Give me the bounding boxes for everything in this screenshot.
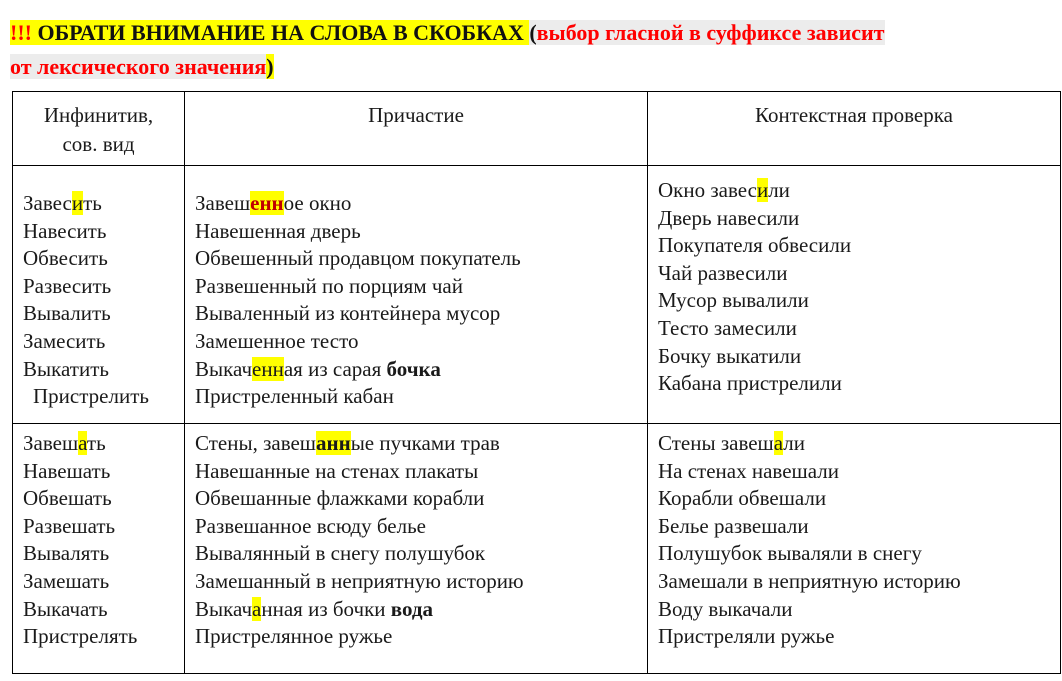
item-text: Пристрелить xyxy=(33,384,149,409)
title-paren-close: ) xyxy=(266,54,274,79)
item-text: Замесить xyxy=(23,328,106,353)
list-item xyxy=(195,328,637,356)
list-item xyxy=(658,287,1050,315)
group1-checks xyxy=(648,166,1061,424)
item-text-rest: ая из сарая xyxy=(283,356,387,381)
list-item xyxy=(658,343,1050,371)
list-item xyxy=(195,218,637,246)
list-item xyxy=(195,190,637,218)
item-text: Развешенный по порциям чай xyxy=(195,273,463,298)
item-text: Пристреленный кабан xyxy=(195,384,394,409)
list-item xyxy=(658,370,1050,398)
group2-infinitives xyxy=(13,424,185,674)
suffix-highlight: а xyxy=(252,596,262,621)
item-text: Навешанные на стенах плакаты xyxy=(195,458,479,483)
list-item xyxy=(195,273,637,301)
item-text: Развешать xyxy=(23,513,116,538)
item-text: Обвесить xyxy=(23,246,108,271)
item-text: Завеш xyxy=(23,431,79,455)
list-item xyxy=(195,430,637,458)
item-text: Окно завес xyxy=(658,178,757,202)
list-item xyxy=(658,540,1050,568)
title-exclamation: !!! xyxy=(10,20,32,45)
group2-checks xyxy=(648,424,1061,674)
item-text: Обвешенный продавцом покупатель xyxy=(195,246,521,271)
item-text: Навешать xyxy=(23,458,111,483)
list-item xyxy=(658,232,1050,260)
header-participle: Причастие xyxy=(185,92,648,166)
item-text: Завес xyxy=(23,191,72,215)
title-highlight xyxy=(10,20,529,45)
item-text-rest: ли xyxy=(768,178,790,202)
list-item xyxy=(658,315,1050,343)
item-text: Выкатить xyxy=(23,356,109,381)
item-text: Выкач xyxy=(195,356,253,381)
item-text: Чай развесили xyxy=(658,260,788,285)
item-text: Обвешать xyxy=(23,486,112,511)
list-item xyxy=(658,177,1050,205)
item-bold-word: бочка xyxy=(386,356,441,381)
item-text: Обвешанные флажками корабли xyxy=(195,486,485,511)
item-text-rest: ть xyxy=(86,431,106,455)
list-item xyxy=(195,513,637,541)
item-text: Вывалянный в снегу полушубок xyxy=(195,541,486,566)
list-item xyxy=(23,328,174,356)
list-item xyxy=(23,300,174,328)
list-item xyxy=(658,596,1050,624)
list-item xyxy=(23,383,174,411)
list-item xyxy=(195,383,637,411)
item-text: Бочку выкатили xyxy=(658,343,802,368)
suffix-highlight: енн xyxy=(250,191,284,215)
list-item xyxy=(23,485,174,513)
suffix-highlight: анн xyxy=(315,431,351,455)
list-item xyxy=(23,245,174,273)
list-item xyxy=(658,513,1050,541)
item-text: Замешенное тесто xyxy=(195,328,359,353)
item-text: Навесить xyxy=(23,218,107,243)
list-item xyxy=(195,356,637,384)
list-item xyxy=(195,568,637,596)
title-note-part2: от лексического значения xyxy=(10,54,267,79)
list-item xyxy=(23,190,174,218)
item-text: Вываленный из контейнера мусор xyxy=(195,301,501,326)
title-paren-open: ( xyxy=(529,20,537,45)
group1-participles xyxy=(185,166,648,424)
item-text-rest: нная из бочки xyxy=(261,596,391,621)
item-text: Мусор вывалили xyxy=(658,288,809,313)
item-text-rest: ли xyxy=(783,431,805,455)
title-main: ОБРАТИ ВНИМАНИЕ НА СЛОВА В СКОБКАХ xyxy=(31,20,530,45)
header-infinitive-line2: сов. вид xyxy=(62,132,135,156)
item-text: Воду выкачали xyxy=(658,596,793,621)
suffix-highlight: енн xyxy=(252,356,284,381)
item-text: Вывалять xyxy=(23,541,110,566)
item-text: Замешать xyxy=(23,568,110,593)
item-text: Пристреляли ружье xyxy=(658,624,835,649)
item-text: Замешали в неприятную историю xyxy=(658,568,961,593)
list-item xyxy=(23,513,174,541)
header-context-check: Контекстная проверка xyxy=(648,92,1061,166)
list-item xyxy=(658,205,1050,233)
item-text: На стенах навешали xyxy=(658,458,839,483)
item-text: Стены, завеш xyxy=(195,431,316,455)
title-note-part1: выбор гласной в суффиксе зависит xyxy=(536,20,885,45)
item-text: Навешенная дверь xyxy=(195,218,361,243)
item-text: Вывалить xyxy=(23,301,111,326)
list-item xyxy=(658,458,1050,486)
item-text: Дверь навесили xyxy=(658,205,800,230)
list-item xyxy=(195,540,637,568)
list-item xyxy=(658,260,1050,288)
title-note-cont xyxy=(10,54,266,79)
header-infinitive xyxy=(13,92,185,166)
list-item xyxy=(195,596,637,624)
list-item xyxy=(23,623,174,651)
group2-participles xyxy=(185,424,648,674)
list-item xyxy=(23,458,174,486)
item-text: Развешанное всюду белье xyxy=(195,513,426,538)
list-item xyxy=(658,485,1050,513)
list-item xyxy=(23,273,174,301)
group1-infinitives xyxy=(13,166,185,424)
item-text: Выкачать xyxy=(23,596,108,621)
item-text: Развесить xyxy=(23,273,112,298)
item-text: Кабана пристрелили xyxy=(658,371,842,396)
suffix-highlight: и xyxy=(71,191,84,215)
item-text: Белье развешали xyxy=(658,513,809,538)
list-item xyxy=(195,458,637,486)
list-item xyxy=(195,623,637,651)
list-item xyxy=(23,540,174,568)
item-text: Завеш xyxy=(195,191,251,215)
item-text: Пристрелянное ружье xyxy=(195,624,393,649)
item-text: Полушубок вываляли в снегу xyxy=(658,541,922,566)
item-text: Тесто замесили xyxy=(658,315,797,340)
item-text-rest: ые пучками трав xyxy=(350,431,500,455)
item-text: Корабли обвешали xyxy=(658,486,827,511)
item-bold-word: вода xyxy=(390,596,433,621)
verbs-table xyxy=(12,91,1061,674)
table-header-row xyxy=(13,92,1061,166)
item-text-rest: ое окно xyxy=(283,191,352,215)
header-infinitive-line1: Инфинитив, xyxy=(43,103,154,127)
item-text: Стены завеш xyxy=(658,431,774,455)
list-item xyxy=(23,356,174,384)
table-row-group2 xyxy=(13,424,1061,674)
item-text: Замешанный в неприятную историю xyxy=(195,568,524,593)
table-row-group1 xyxy=(13,166,1061,424)
suffix-highlight: а xyxy=(773,431,784,455)
list-item xyxy=(195,245,637,273)
list-item xyxy=(195,300,637,328)
item-text-rest: ть xyxy=(83,191,102,215)
list-item xyxy=(23,430,174,458)
suffix-highlight: и xyxy=(756,178,769,202)
item-text: Пристрелять xyxy=(23,624,138,649)
page-title xyxy=(10,16,1050,84)
list-item xyxy=(658,430,1050,458)
list-item xyxy=(658,568,1050,596)
list-item xyxy=(23,218,174,246)
list-item xyxy=(23,568,174,596)
list-item xyxy=(658,623,1050,651)
title-note xyxy=(529,20,884,45)
list-item xyxy=(195,485,637,513)
suffix-highlight: а xyxy=(78,431,87,455)
item-text: Покупателя обвесили xyxy=(658,233,852,258)
list-item xyxy=(23,596,174,624)
item-text: Выкач xyxy=(195,596,253,621)
